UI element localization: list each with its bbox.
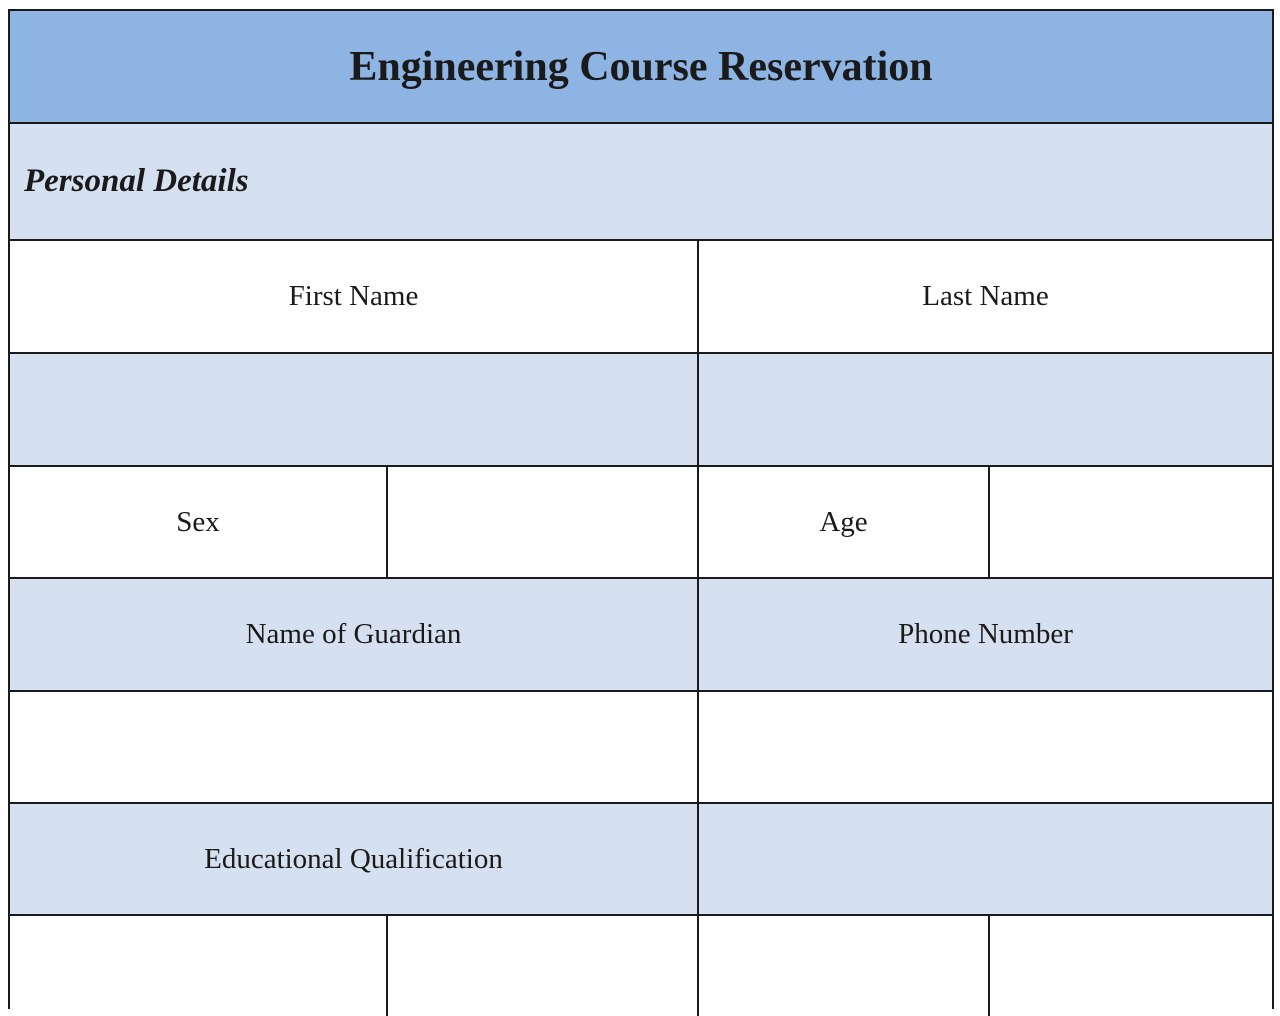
form-title: Engineering Course Reservation xyxy=(349,43,933,90)
education-label: Educational Qualification xyxy=(204,842,503,875)
section-title: Personal Details xyxy=(24,163,249,199)
guardian-phone-input-row xyxy=(10,692,1272,804)
sex-field[interactable] xyxy=(386,467,697,577)
name-label-row xyxy=(10,241,1272,354)
education-row xyxy=(10,804,1272,916)
guardian-label: Name of Guardian xyxy=(245,618,462,650)
next-row-cell-1 xyxy=(10,916,386,1016)
first-name-label: First Name xyxy=(288,280,419,312)
age-label: Age xyxy=(697,467,988,577)
first-name-field[interactable] xyxy=(10,354,697,465)
age-field[interactable] xyxy=(988,467,1272,577)
next-row-cell-4[interactable] xyxy=(988,916,1272,1016)
guardian-phone-label-row xyxy=(10,579,1272,692)
next-row-cell-3 xyxy=(697,916,988,1016)
guardian-field[interactable] xyxy=(10,692,697,802)
sex-label: Sex xyxy=(176,505,220,538)
education-field[interactable] xyxy=(697,804,1272,914)
next-row xyxy=(10,916,1272,1016)
reservation-form xyxy=(8,9,1274,1009)
last-name-field[interactable] xyxy=(697,354,1272,465)
form-header xyxy=(10,11,1272,124)
sex-age-row xyxy=(10,467,1272,579)
phone-field[interactable] xyxy=(697,692,1272,802)
phone-label: Phone Number xyxy=(697,579,1272,690)
name-input-row xyxy=(10,354,1272,467)
section-header xyxy=(10,124,1272,241)
last-name-label: Last Name xyxy=(697,241,1272,352)
next-row-cell-2[interactable] xyxy=(386,916,697,1016)
